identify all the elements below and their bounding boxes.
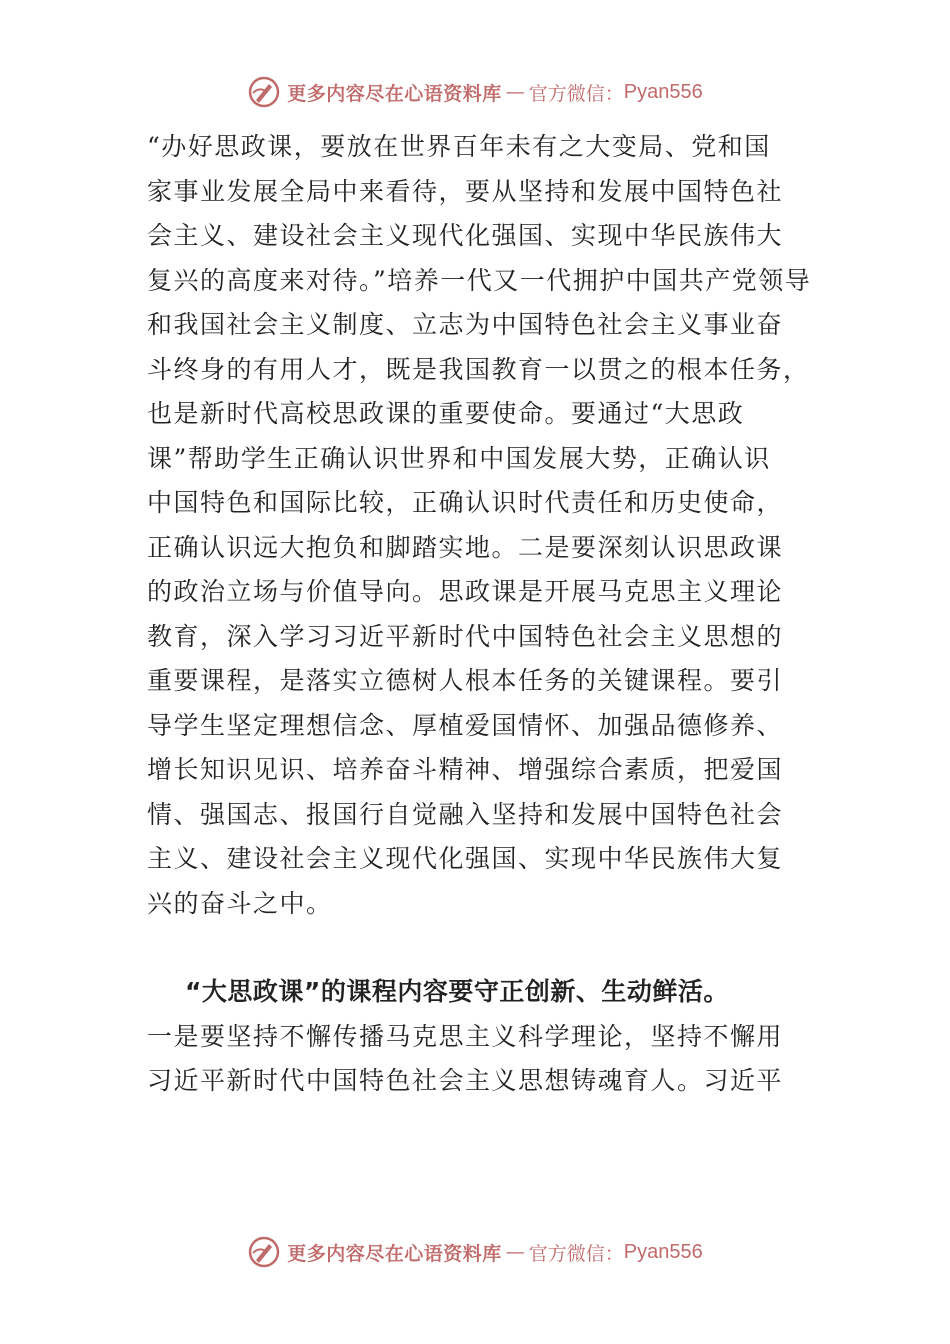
text-line: 和我国社会主义制度、立志为中国特色社会主义事业奋 [147,310,784,339]
watermark-wechat-id: Pyan556 [623,1240,703,1263]
header-watermark [0,72,950,112]
footer-watermark [0,1232,950,1272]
watermark-label: 官方微信： [528,82,624,105]
text-line: 兴的奋斗之中。 [147,888,333,918]
paragraph-2 [147,970,827,1104]
text-line: 也是新时代高校思政课的重要使命。要通过“大思政 [147,399,745,428]
document-body [147,125,827,1104]
watermark-wechat-id: Pyan556 [623,80,703,103]
text-line: 主义、建设社会主义现代化强国、实现中华民族伟大复 [147,844,784,873]
watermark-separator: — [505,1241,525,1263]
text-line: 的政治立场与价值导向。思政课是开展马克思主义理论 [147,577,784,606]
text-line: 课”帮助学生正确认识世界和中国发展大势，正确认识 [147,443,771,473]
section-heading: “大思政课”的课程内容要守正创新、生动鲜活。 [185,977,729,1006]
pen-circle-icon [247,75,281,109]
watermark-separator: — [505,81,525,103]
text-line: 家事业发展全局中来看待，要从坚持和发展中国特色社 [147,176,784,206]
text-line: “办好思政课，要放在世界百年未有之大变局、党和国 [147,132,771,161]
text-line: 增长知识见识、培养奋斗精神、增强综合素质，把爱国 [147,755,784,784]
text-line: 情、强国志、报国行自觉融入坚持和发展中国特色社会 [147,799,784,829]
text-line: 正确认识远大抱负和脚踏实地。二是要深刻认识思政课 [147,532,784,562]
text-line: 斗终身的有用人才，既是我国教育一以贯之的根本任务， [147,354,810,384]
text-line: 重要课程，是落实立德树人根本任务的关键课程。要引 [147,666,784,695]
watermark-label: 官方微信： [528,1242,624,1265]
pen-circle-icon [247,1235,281,1269]
text-line: 习近平新时代中国特色社会主义思想铸魂育人。习近平 [147,1066,784,1095]
text-line: 会主义、建设社会主义现代化强国、实现中华民族伟大 [147,221,784,250]
text-line: 中国特色和国际比较，正确认识时代责任和历史使命， [147,488,784,517]
text-line: 教育，深入学习习近平新时代中国特色社会主义思想的 [147,621,784,651]
watermark-text: 更多内容尽在心语资料库 [287,1242,502,1265]
text-line: 导学生坚定理想信念、厚植爱国情怀、加强品德修养、 [147,710,784,740]
paragraph-1 [147,125,827,926]
text-line: 复兴的高度来对待。”培养一代又一代拥护中国共产党领导 [147,265,812,295]
watermark-text: 更多内容尽在心语资料库 [287,82,502,105]
text-line: 一是要坚持不懈传播马克思主义科学理论，坚持不懈用 [147,1021,784,1051]
